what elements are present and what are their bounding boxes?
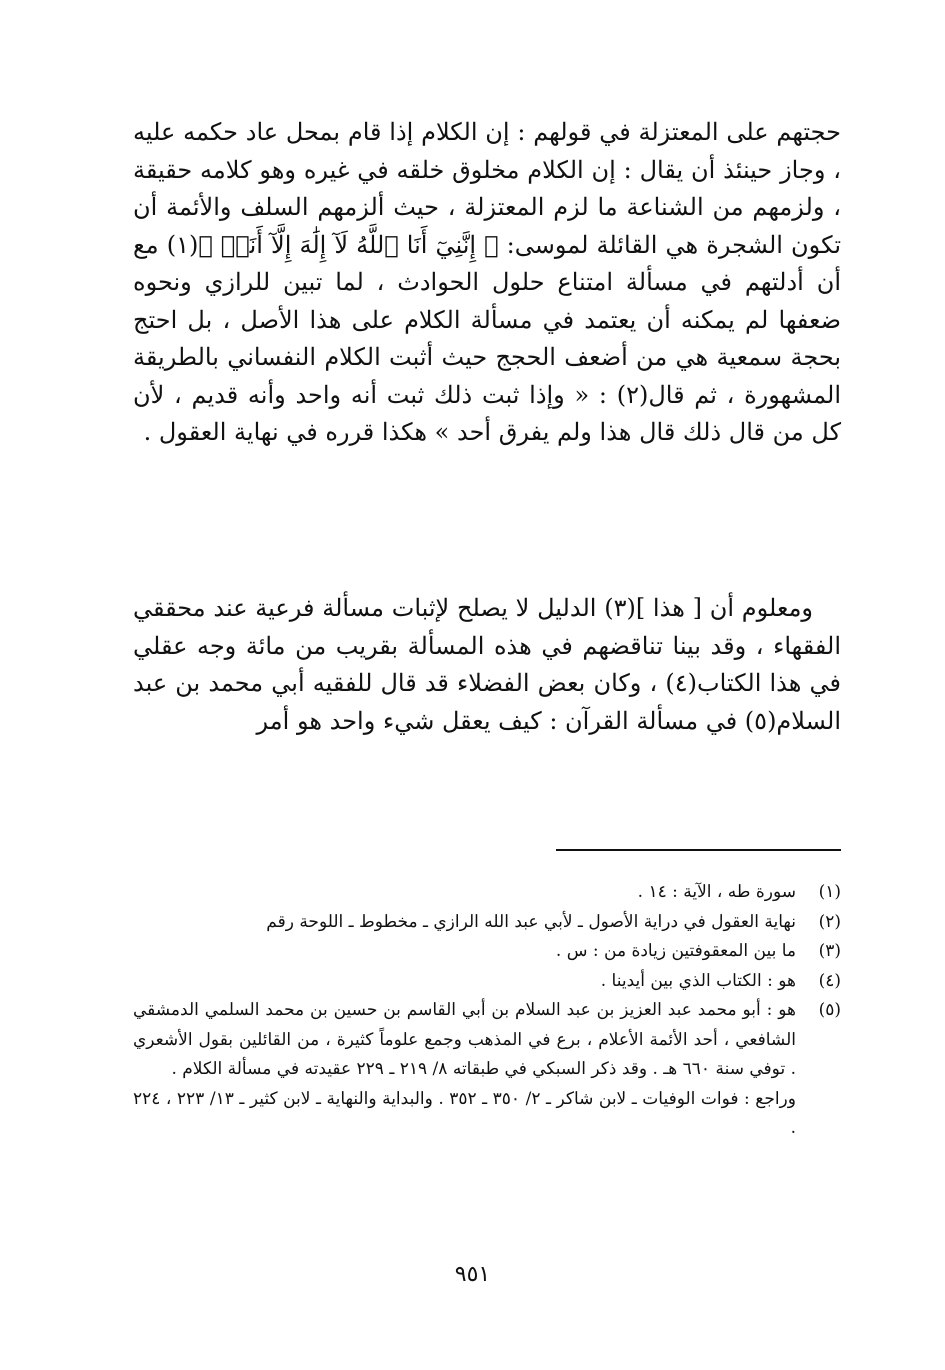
footnote-2 [133, 908, 841, 938]
footnote-3 [133, 937, 841, 967]
footnote-number: (١) [818, 882, 841, 902]
footnote-separator [556, 849, 841, 851]
footnote-number: (٢) [818, 911, 841, 932]
footnote-number: (٣) [818, 941, 841, 961]
footnote-text: هو : الكتاب الذي بين أيدينا . [600, 970, 796, 991]
page-number: ٩٥١ [454, 1262, 491, 1287]
footnote-text: سورة طه ، الآية : ١٤ . [637, 882, 796, 902]
footnote-number: (٤) [818, 970, 841, 991]
footnote-text: ما بين المعقوفتين زيادة من : س . [555, 941, 796, 961]
footnote-4 [133, 967, 841, 997]
footnote-1 [133, 878, 841, 908]
footnote-text: نهاية العقول في دراية الأصول ـ لأبي عبد الله الرازي ـ مخطوط ـ اللوحة رقم [266, 911, 796, 932]
footnote-number: (٥) [818, 1000, 841, 1020]
footnote-text: هو : أبو محمد عبد العزيز بن عبد السلام بن أبي القاسم بن حسين بن محمد السلمي الدمشقي الشافعي ، أحد الأئمة الأعلام ، برع في المذهب وجمع علوماً كثيرة ، من القائلين بقول الأشعري . توفي سنة ٦٦٠ هـ . وقد ذكر السبكي في طبقاته ٨/ ٢١٩ ـ ٢٢٩ عقيدته في مسألة الكلام . [133, 1000, 796, 1079]
footnotes [133, 878, 841, 1144]
footnote-5 [133, 996, 841, 1085]
body-paragraph-1: حجتهم على المعتزلة في قولهم : إن الكلام إذا قام بمحل عاد حكمه عليه ، وجاز حينئذ أن يقال : إن الكلام مخلوق خلقه في غيره وهو كلامه حقيقة ، ولزمهم من الشناعة ما لزم المعتزلة ، حيث ألزمهم السلف والأئمة أن تكون الشجرة هي القائلة لموسى: ﴿ إِنَّنِيٓ أَنَا ٱللَّهُ لَآ إِلَٰهَ إِلَّآ أَنَا۠ ﴾(١) مع أن أدلتهم في مسألة امتناع حلول الحوادث ، لما تبين للرازي ونحوه ضعفها لم يمكنه أن يعتمد في مسألة الكلام على هذا الأصل ، بل احتج بحجة سمعية هي من أضعف الحجج حيث أثبت الكلام النفساني بالطريقة المشهورة ، ثم قال(٢) : « وإذا ثبت ذلك ثبت أنه واحد وأنه قديم ، لأن كل من قال ذلك قال هذا ولم يفرق أحد » هكذا قرره في نهاية العقول . [133, 118, 841, 446]
footnote-5-continuation [133, 1085, 841, 1144]
footnote-text: وراجع : فوات الوفيات ـ لابن شاكر ـ ٢/ ٣٥٠ ـ ٣٥٢ . والبداية والنهاية ـ لابن كثير ـ ١٣/ ٢٢٣ ، ٢٢٤ . [133, 1088, 796, 1138]
body-paragraph-2: ومعلوم أن [ هذا ](٣) الدليل لا يصلح لإثبات مسألة فرعية عند محققي الفقهاء ، وقد بينا تناقضهم في هذه المسألة بقريب من مائة وجه عقلي في هذا الكتاب(٤) ، وكان بعض الفضلاء قد قال للفقيه أبي محمد بن عبد السلام(٥) في مسألة القرآن : كيف يعقل شيء واحد هو أمر [133, 594, 841, 735]
